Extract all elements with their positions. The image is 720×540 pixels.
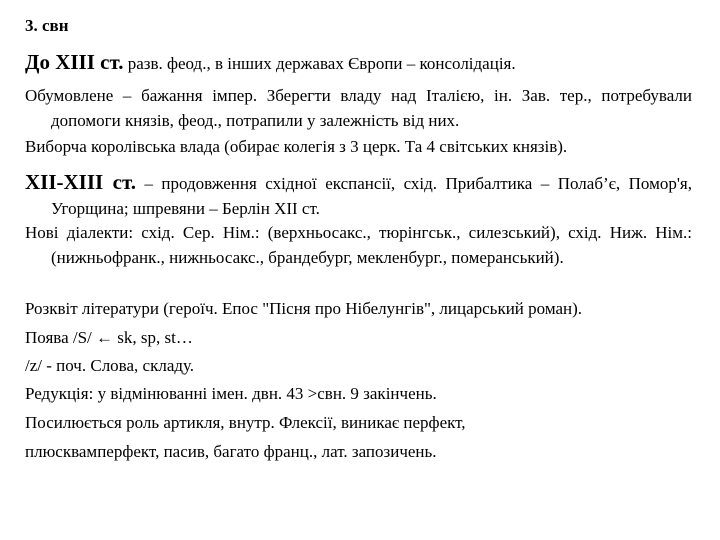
heading-xii-xiii-century: ХІІ-ХІІІ ст. bbox=[25, 170, 136, 194]
paragraph-xiii-century bbox=[25, 50, 692, 76]
paragraph-s-appearance: Поява /S/ ← sk, sp, st… bbox=[25, 328, 193, 347]
paragraph-literature: Розквіт літератури (героїч. Епос "Пісня про Нібелунгів", лицарський роман). bbox=[25, 299, 583, 318]
paragraph-xiii-century-text: разв. феод., в інших державах Європи – консолідація. bbox=[123, 54, 516, 73]
paragraph-eastern-expansion-text: – продовження східної експансії, схід. Прибалтика – Полаб’є, Помор'я, Угорщина; шпревяни – Берлін ХІІ ст. bbox=[51, 174, 692, 218]
paragraph-elective-monarchy: Виборча королівська влада (обирає колегія з 3 церк. Та 4 світських князів). bbox=[25, 137, 568, 156]
paragraph-eastern-expansion bbox=[25, 170, 692, 221]
paragraph-motivation: Обумовлене – бажання імпер. Зберегти владу над Італією, ін. Зав. тер., потребували допомоги князів, феод., потрапили у залежність від них. bbox=[25, 86, 692, 130]
paragraph-z-onset: /z/ - поч. Слова, складу. bbox=[25, 356, 195, 375]
paragraph-new-dialects: Нові діалекти: схід. Сер. Нім.: (верхньосакс., тюрінгськ., силезський), схід. Ниж. Нім.: (нижньофранк., нижньосакс., брандебург, мекленбург., померанський). bbox=[25, 223, 692, 267]
heading-xiii-century: До ХІІІ ст. bbox=[25, 50, 124, 74]
slide-title: 3. свн bbox=[25, 16, 69, 35]
paragraph-reduction: Редукція: у відмінюванні імен. двн. 43 >свн. 9 закінчень. bbox=[25, 384, 437, 403]
paragraph-pluperfect: плюсквамперфект, пасив, багато франц., лат. запозичень. bbox=[25, 442, 437, 461]
paragraph-article-role: Посилюється роль артикля, внутр. Флексії, виникає перфект, bbox=[25, 413, 466, 432]
